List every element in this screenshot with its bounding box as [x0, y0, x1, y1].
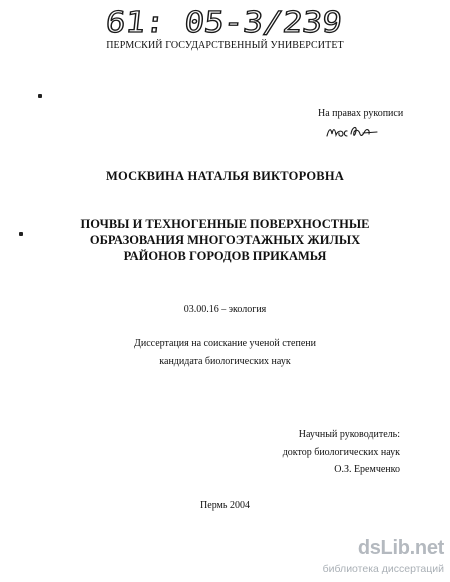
dslib-watermark [322, 537, 450, 581]
archive-number-text: 61: 05-3/239 [104, 5, 318, 39]
scan-speck [38, 94, 42, 98]
advisor-degree: доктор биологических наук [282, 446, 400, 458]
title-line: РАЙОНОВ ГОРОДОВ ПРИКАМЬЯ [123, 249, 327, 263]
specialty-code: 03.00.16 – экология [183, 304, 267, 315]
advisor-name: О.З. Еремченко [334, 464, 400, 475]
title-line: ПОЧВЫ И ТЕХНОГЕННЫЕ ПОВЕРХНОСТНЫЕ [80, 217, 370, 231]
handwritten-signature [323, 119, 383, 143]
author-name: МОСКВИНА НАТАЛЬЯ ВИКТОРОВНА [106, 169, 344, 183]
university-name: ПЕРМСКИЙ ГОСУДАРСТВЕННЫЙ УНИВЕРСИТЕТ [106, 40, 344, 51]
watermark-subtitle: библиотека диссертаций [322, 563, 444, 575]
manuscript-rights-label: На правах рукописи [318, 108, 404, 119]
advisor-label: Научный руководитель: [298, 429, 400, 440]
watermark-brand: dsLib.net [357, 537, 444, 559]
advisor-block [283, 426, 400, 479]
title-line: ОБРАЗОВАНИЯ МНОГОЭТАЖНЫХ ЖИЛЫХ [89, 233, 361, 247]
degree-statement: Диссертация на соискание ученой степени [134, 338, 316, 349]
handwritten-archive-number [100, 2, 350, 40]
degree-name: кандидата биологических наук [159, 356, 291, 367]
city-year: Пермь 2004 [200, 500, 250, 511]
dissertation-title [0, 216, 450, 264]
